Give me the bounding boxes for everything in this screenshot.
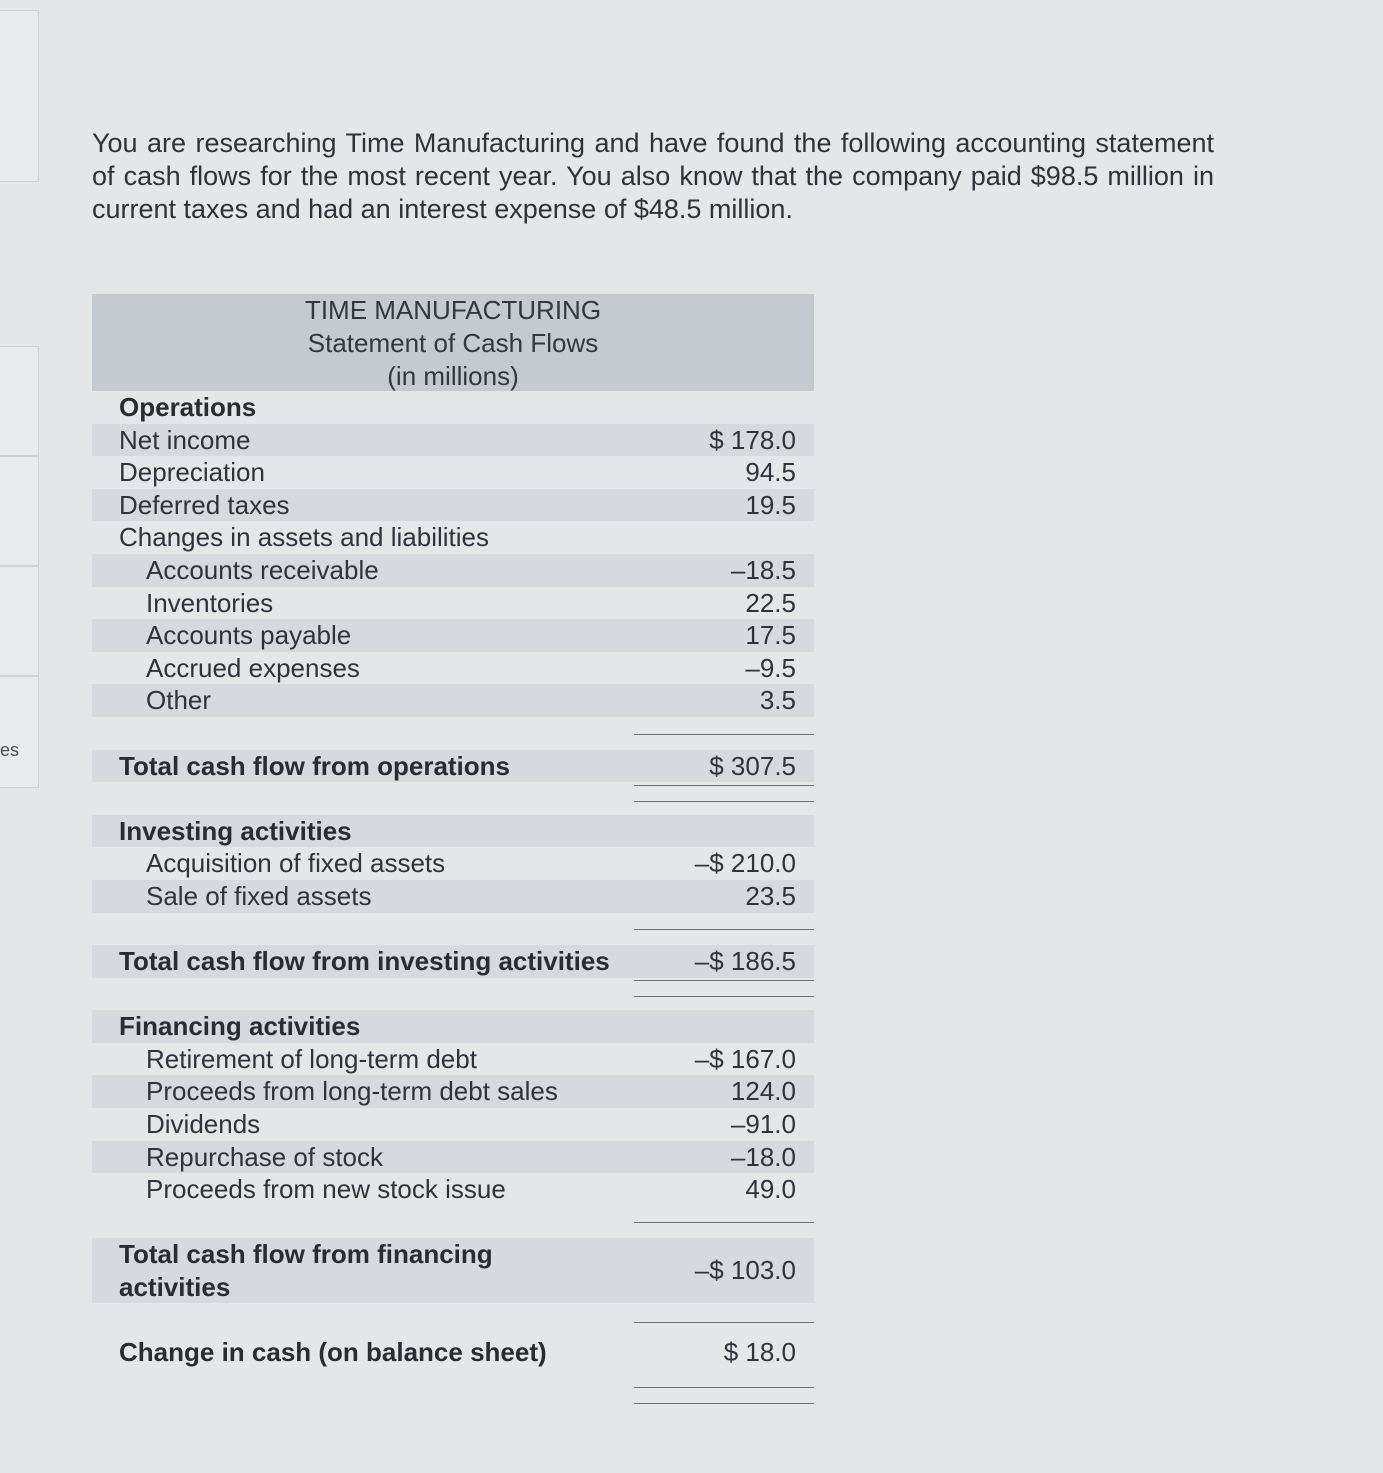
row-amount: –91.0 <box>730 1109 796 1140</box>
rail-tab[interactable] <box>0 346 39 456</box>
row-label: Acquisition of fixed assets <box>146 848 446 879</box>
total-row-investing <box>92 945 814 978</box>
question-prompt: You are researching Time Manufacturing and have found the following accounting statement of cash flows for the most recent year. You also know that the company paid $98.5 million in current taxes and had an interest expense of $48.5 million. <box>92 128 1214 224</box>
table-row <box>92 521 814 554</box>
row-amount: –18.0 <box>730 1141 796 1172</box>
row-label: Proceeds from new stock issue <box>146 1174 506 1205</box>
rail-tab[interactable] <box>0 566 39 676</box>
row-label: Total cash flow from investing activities <box>119 946 610 977</box>
rail-tab[interactable] <box>0 456 39 566</box>
row-spacer <box>92 1303 814 1336</box>
row-label: Total cash flow from financing activities <box>119 1239 493 1303</box>
table-row <box>92 1043 814 1076</box>
row-amount: 124.0 <box>730 1076 796 1107</box>
row-label: Dividends <box>146 1109 261 1140</box>
row-amount: –9.5 <box>745 652 796 683</box>
row-label: Change in cash (on balance sheet) <box>119 1337 547 1368</box>
statement-title: Statement of Cash Flows <box>307 328 599 358</box>
row-label: Inventories <box>146 587 274 618</box>
row-label: Deferred taxes <box>119 489 290 520</box>
row-label: Proceeds from long-term debt sales <box>146 1076 558 1107</box>
table-row <box>92 652 814 685</box>
row-label: Accounts receivable <box>146 554 379 585</box>
section-heading-investing <box>92 815 814 848</box>
row-label: Financing activities <box>119 1011 361 1042</box>
total-row-financing <box>92 1238 814 1303</box>
row-amount: 19.5 <box>745 489 796 520</box>
row-amount: 23.5 <box>745 880 796 911</box>
table-row <box>92 1108 814 1141</box>
table-row <box>92 456 814 489</box>
total-row-operations <box>92 750 814 783</box>
row-spacer <box>92 978 814 1011</box>
row-label: Accounts payable <box>146 620 352 651</box>
row-label: Accrued expenses <box>146 652 360 683</box>
row-label: Depreciation <box>119 457 265 488</box>
row-label: Net income <box>119 424 251 455</box>
row-amount: 94.5 <box>745 457 796 488</box>
row-spacer <box>92 782 814 815</box>
rail-tab[interactable] <box>0 10 39 182</box>
row-label: Investing activities <box>119 815 352 846</box>
row-amount: –$ 167.0 <box>694 1043 796 1074</box>
row-amount: $ 307.5 <box>709 750 796 781</box>
row-amount: –18.5 <box>730 554 796 585</box>
row-label: Sale of fixed assets <box>146 880 372 911</box>
statement-header <box>92 294 814 391</box>
table-row <box>92 619 814 652</box>
table-row <box>92 684 814 717</box>
row-amount: 3.5 <box>759 685 796 716</box>
row-label: Retirement of long-term debt <box>146 1043 477 1074</box>
cash-flow-statement <box>92 294 814 1401</box>
table-row <box>92 587 814 620</box>
section-heading-operations <box>92 391 814 424</box>
table-row <box>92 1075 814 1108</box>
row-label: Operations <box>119 392 257 422</box>
row-amount: 49.0 <box>745 1174 796 1205</box>
row-amount: –$ 103.0 <box>694 1255 796 1286</box>
row-amount: –$ 210.0 <box>694 848 796 879</box>
statement-units: (in millions) <box>387 361 519 391</box>
table-row <box>92 424 814 457</box>
left-navigation-rail <box>0 0 40 790</box>
table-row <box>92 880 814 913</box>
row-amount: –$ 186.5 <box>694 946 796 977</box>
rail-tab[interactable] <box>0 676 39 788</box>
row-label: Other <box>146 685 212 716</box>
table-row <box>92 1141 814 1174</box>
section-heading-financing <box>92 1010 814 1043</box>
rail-partial-label: es <box>0 740 20 760</box>
row-label: Total cash flow from operations <box>119 750 511 781</box>
row-amount: $ 18.0 <box>723 1337 796 1368</box>
table-row <box>92 1173 814 1206</box>
row-label: Changes in assets and liabilities <box>119 522 489 553</box>
table-row <box>92 847 814 880</box>
row-amount: 17.5 <box>745 620 796 651</box>
table-row <box>92 489 814 522</box>
company-name: TIME MANUFACTURING <box>304 295 602 325</box>
row-amount: 22.5 <box>745 587 796 618</box>
row-amount: $ 178.0 <box>709 424 796 455</box>
table-row <box>92 554 814 587</box>
change-in-cash-row <box>92 1336 814 1369</box>
row-spacer <box>92 1369 814 1402</box>
row-label: Repurchase of stock <box>146 1141 384 1172</box>
